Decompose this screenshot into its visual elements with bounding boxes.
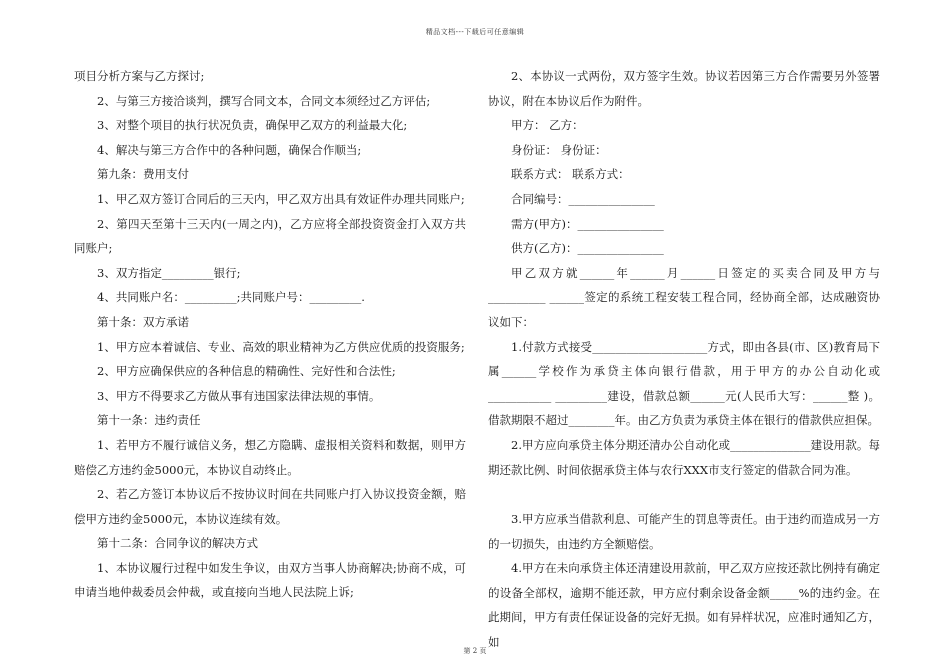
left-column: [74, 64, 466, 605]
page-number: 第 2 页: [463, 647, 487, 655]
paragraph: 需方(甲方)：_______________: [511, 216, 664, 231]
paragraph: 2、若乙方签订本协议后不按协议时间在共同账户打入协议投资金额，赔偿甲方违约金5000元，本协议连续有效。: [74, 487, 466, 526]
paragraph: 1.付款方式接受____________________方式，即由各县(市、区)教育局下属______学校作为承贷主体向银行借款，用于甲方的办公自动化或___________ _________建设，借款总额______元(人民币大写：______整 )。借款期限不超过________年。由乙方负责为承贷主体在银行的借款供应担保。: [488, 339, 880, 428]
paragraph: 合同编号：_______________: [511, 191, 655, 206]
paragraph: 1、本协议履行过程中如发生争议，由双方当事人协商解决;协商不成，可申请当地仲裁委员会仲裁，或直接向当地人民法院上诉;: [74, 560, 466, 600]
paragraph: 4、解决与第三方合作中的各种问题，确保合作顺当;: [97, 142, 362, 157]
paragraph: 2、甲方应确保供应的各种信息的精确性、完好性和合法性;: [97, 364, 396, 379]
paragraph: 2、与第三方接洽谈判，撰写合同文本，合同文本须经过乙方评估;: [97, 93, 431, 108]
paragraph: 4.甲方在未向承贷主体还清建设用款前，甲乙双方应按还款比例持有确定的设备全部权，逾期不能还款，甲方应付剩余设备金额_____%的违约金。在此期间，甲方有责任保证设备的完好无损。如有异样状况，应准时通知乙方，如: [488, 561, 880, 650]
paragraph: 甲乙双方就______年______月______日签定的买卖合同及甲方与__________ ______签定的系统工程安装工程合同，经协商全部，达成融资协议如下：: [488, 265, 880, 329]
paragraph: 2、本协议一式两份，双方签字生效。协议若因第三方合作需要另外签署协议，附在本协议后作为附件。: [488, 69, 880, 108]
paragraph: 3、甲方不得要求乙方做从事有违国家法律法规的事情。: [97, 388, 381, 403]
page-header: 精品文档---下载后可任意编辑: [425, 28, 525, 36]
paragraph: 3、双方指定_________银行;: [97, 265, 241, 280]
right-column: [488, 64, 880, 655]
paragraph: 联系方式： 联系方式：: [511, 167, 630, 182]
paragraph: 甲方： 乙方：: [511, 118, 584, 133]
paragraph: 2、第四天至第十三天内(一周之内)，乙方应将全部投资资金打入双方共同账户;: [74, 216, 466, 256]
paragraph: 3、对整个项目的执行状况负责，确保甲乙双方的利益最大化;: [97, 118, 408, 133]
paragraph: 供方(乙方)：_______________: [511, 241, 664, 256]
paragraph: 第九条：费用支付: [97, 167, 189, 182]
paragraph: 第十一条：违约责任: [97, 413, 201, 428]
paragraph: 3.甲方应承当借款利息、可能产生的罚息等责任。由于违约而造成另一方的一切损失，由违约方全额赔偿。: [488, 512, 880, 551]
paragraph: 项目分析方案与乙方探讨;: [74, 69, 205, 83]
paragraph: 第十条：双方承诺: [97, 314, 189, 329]
paragraph: 身份证： 身份证：: [511, 142, 607, 157]
paragraph: 1、甲方应本着诚信、专业、高效的职业精神为乙方供应优质的投资服务;: [97, 339, 465, 354]
paragraph: 1、甲乙双方签订合同后的三天内，甲乙双方出具有效证件办理共同账户;: [97, 191, 465, 206]
paragraph: 第十二条：合同争议的解决方式: [97, 536, 258, 551]
paragraph: 4、共同账户名：_________;共同账户号：_________.: [97, 290, 365, 305]
paragraph: 2.甲方应向承贷主体分期还清办公自动化或______________建设用款。每期还款比例、时间依据承贷主体与农行XXX市支行签定的借款合同为准。: [488, 437, 880, 477]
paragraph: 1、若甲方不履行诚信义务，想乙方隐瞒、虚报相关资料和数据，则甲方赔偿乙方违约金5000元，本协议自动终止。: [74, 437, 466, 477]
